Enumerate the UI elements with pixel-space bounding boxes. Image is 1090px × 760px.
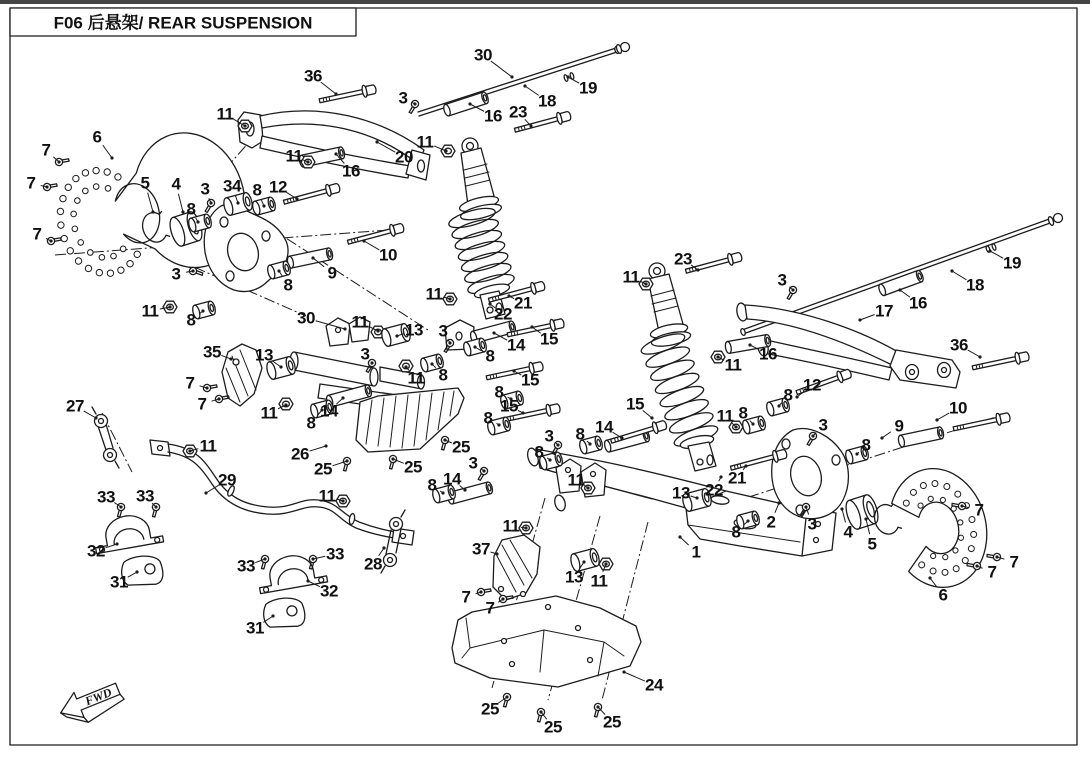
svg-text:2: 2 [766,512,776,532]
callout-8 [855,436,870,456]
callout-8 [484,409,501,428]
svg-text:10: 10 [379,245,397,265]
svg-text:28: 28 [364,554,382,574]
callout-18 [523,84,556,110]
svg-text:8: 8 [283,275,293,295]
svg-text:11: 11 [141,301,159,321]
screw [440,436,449,451]
callout-23 [674,250,700,272]
svg-text:25: 25 [603,712,621,732]
svg-text:33: 33 [97,487,115,507]
svg-text:18: 18 [966,275,984,295]
callout-15 [530,325,558,348]
callout-3 [361,345,374,365]
right-coil-spring [639,330,720,451]
callout-19 [988,249,1021,272]
callout-15 [626,395,654,420]
callout-11 [352,313,380,333]
svg-text:16: 16 [909,293,927,313]
svg-text:8: 8 [186,310,196,330]
skid-plate [452,596,641,687]
svg-text:12: 12 [803,375,821,395]
svg-text:15: 15 [500,396,518,416]
callout-19 [566,75,597,97]
svg-text:33: 33 [326,544,344,564]
svg-text:36: 36 [950,335,968,355]
svg-text:8: 8 [494,382,504,402]
svg-text:34: 34 [223,176,241,196]
left-shock-absorber [447,138,516,319]
bolt [971,350,1030,374]
callout-14 [595,418,624,440]
svg-text:15: 15 [626,394,644,414]
svg-text:22: 22 [705,480,723,500]
svg-text:8: 8 [306,413,316,433]
svg-text:31: 31 [110,572,128,592]
callout-11 [717,407,738,429]
callout-12 [269,178,299,201]
svg-text:22: 22 [494,304,512,324]
callout-11 [716,355,741,374]
svg-text:25: 25 [404,457,422,477]
svg-text:11: 11 [407,368,425,388]
svg-text:3: 3 [468,453,478,473]
svg-text:18: 18 [538,91,556,111]
screw [987,553,1001,561]
svg-text:11: 11 [724,355,742,375]
svg-text:21: 21 [728,468,746,488]
callout-23 [509,103,533,128]
svg-text:33: 33 [136,486,154,506]
page-title: F06 后悬架/ REAR SUSPENSION [53,13,313,33]
svg-text:3: 3 [807,514,817,534]
svg-text:8: 8 [783,385,793,405]
callout-3 [545,427,560,447]
callout-21 [728,464,748,487]
svg-text:7: 7 [26,173,36,193]
callout-3 [399,89,417,108]
svg-text:11: 11 [425,284,443,304]
svg-text:36: 36 [304,66,322,86]
screw [55,156,70,166]
callout-11 [417,133,448,153]
svg-text:7: 7 [32,224,42,244]
svg-text:8: 8 [861,435,871,455]
svg-text:32: 32 [320,581,338,601]
svg-text:8: 8 [427,475,437,495]
stabilizer-bushing-right [262,596,307,631]
svg-text:6: 6 [938,585,948,605]
fwd-arrow [55,676,127,731]
svg-text:19: 19 [1003,253,1021,273]
svg-text:14: 14 [443,469,461,489]
callout-12 [795,376,821,399]
svg-text:8: 8 [575,424,585,444]
callout-6 [93,128,114,160]
svg-text:9: 9 [894,416,904,436]
svg-text:3: 3 [818,415,828,435]
svg-text:15: 15 [540,329,558,349]
swing-arm-guard [493,535,540,600]
callout-33 [136,487,158,509]
svg-text:8: 8 [738,403,748,423]
svg-text:25: 25 [544,717,562,737]
svg-text:8: 8 [534,442,544,462]
svg-text:20: 20 [395,147,413,167]
callout-33 [97,488,123,509]
callout-11 [261,403,288,422]
svg-text:8: 8 [483,408,493,428]
svg-text:7: 7 [41,140,51,160]
screw [477,586,492,596]
svg-text:7: 7 [974,500,984,520]
fwd-label: FWD [83,685,114,709]
svg-text:14: 14 [595,417,613,437]
svg-text:3: 3 [200,179,210,199]
svg-text:11: 11 [590,571,608,591]
svg-text:25: 25 [481,699,499,719]
svg-text:7: 7 [987,562,997,582]
svg-text:12: 12 [269,177,287,197]
callout-25 [391,457,422,476]
callout-7 [33,225,53,244]
svg-text:7: 7 [197,394,207,414]
svg-text:3: 3 [544,426,554,446]
svg-text:9: 9 [327,263,337,283]
svg-text:11: 11 [502,516,520,536]
sleeve [442,91,489,117]
svg-text:3: 3 [171,264,181,284]
svg-text:3: 3 [438,321,448,341]
svg-text:11: 11 [285,146,303,166]
svg-text:21: 21 [514,293,532,313]
upper-left-a-arm [238,111,430,180]
svg-text:30: 30 [474,45,492,65]
svg-text:24: 24 [645,675,663,695]
screw [342,457,351,472]
right-brake-disc [886,458,999,595]
svg-text:11: 11 [416,132,434,152]
bolt [346,222,405,248]
callout-24 [622,670,664,694]
svg-text:13: 13 [672,483,690,503]
svg-text:25: 25 [452,437,470,457]
svg-text:16: 16 [759,344,777,364]
top-edge-strip [0,0,1090,4]
callout-25 [539,710,562,736]
svg-text:3: 3 [398,88,408,108]
svg-text:31: 31 [246,618,264,638]
svg-text:37: 37 [472,539,490,559]
svg-text:8: 8 [252,180,262,200]
right-shock-absorber [639,263,720,471]
svg-text:32: 32 [87,541,105,561]
screw [786,285,798,300]
svg-text:8: 8 [731,522,741,542]
svg-text:16: 16 [484,106,502,126]
svg-text:17: 17 [875,301,893,321]
callout-8 [428,476,445,495]
svg-text:23: 23 [674,249,692,269]
svg-text:11: 11 [216,104,234,124]
callout-11 [404,365,424,387]
callout-10 [362,239,397,264]
svg-text:7: 7 [461,587,471,607]
svg-text:11: 11 [567,470,585,490]
svg-text:11: 11 [318,486,336,506]
svg-text:6: 6 [92,127,102,147]
svg-text:10: 10 [949,398,967,418]
callout-32 [306,579,338,600]
svg-text:13: 13 [405,320,423,340]
callout-30 [474,46,514,79]
callout-14 [492,331,526,354]
screw [388,455,397,470]
callout-14 [443,470,467,492]
svg-text:27: 27 [66,396,84,416]
callout-10 [935,399,967,422]
svg-text:30: 30 [297,308,315,328]
svg-text:13: 13 [565,567,583,587]
callout-36 [304,67,338,96]
callout-18 [950,269,984,294]
sleeve [286,247,333,268]
svg-text:7: 7 [485,598,495,618]
svg-text:3: 3 [777,270,787,290]
svg-text:4: 4 [843,522,853,542]
callout-1 [678,535,700,561]
callout-16 [748,343,777,363]
screw [116,503,125,518]
callout-16 [468,102,502,125]
svg-text:5: 5 [867,534,877,554]
svg-text:7: 7 [1009,552,1019,572]
svg-text:1: 1 [691,542,701,562]
bolt [684,251,743,277]
nut [441,145,455,157]
sleeve [897,426,944,447]
svg-text:11: 11 [351,312,369,332]
svg-text:11: 11 [260,403,278,423]
screw [477,466,489,481]
svg-text:8: 8 [485,346,495,366]
svg-text:25: 25 [314,459,332,479]
svg-text:13: 13 [255,345,273,365]
callout-3 [469,454,486,473]
svg-text:35: 35 [203,342,221,362]
callout-25 [596,705,621,731]
sleeve [878,270,925,297]
svg-text:7: 7 [185,373,195,393]
right-knuckle [772,429,849,519]
svg-text:4: 4 [171,174,181,194]
svg-text:11: 11 [716,406,734,426]
svg-text:29: 29 [218,470,236,490]
svg-text:16: 16 [342,161,360,181]
svg-text:14: 14 [507,335,525,355]
svg-text:8: 8 [438,365,448,385]
callout-17 [858,302,893,322]
svg-text:15: 15 [521,370,539,390]
svg-text:23: 23 [509,102,527,122]
svg-text:8: 8 [186,199,196,219]
svg-text:33: 33 [237,556,255,576]
svg-text:5: 5 [140,173,150,193]
callout-15 [512,369,539,389]
svg-text:11: 11 [199,436,217,456]
svg-text:11: 11 [622,267,640,287]
svg-text:3: 3 [360,344,370,364]
screw [260,555,269,570]
svg-text:26: 26 [291,444,309,464]
callout-36 [950,336,982,359]
callout-16 [898,288,927,312]
svg-text:14: 14 [320,401,338,421]
svg-text:19: 19 [579,78,597,98]
callout-22 [705,475,723,499]
